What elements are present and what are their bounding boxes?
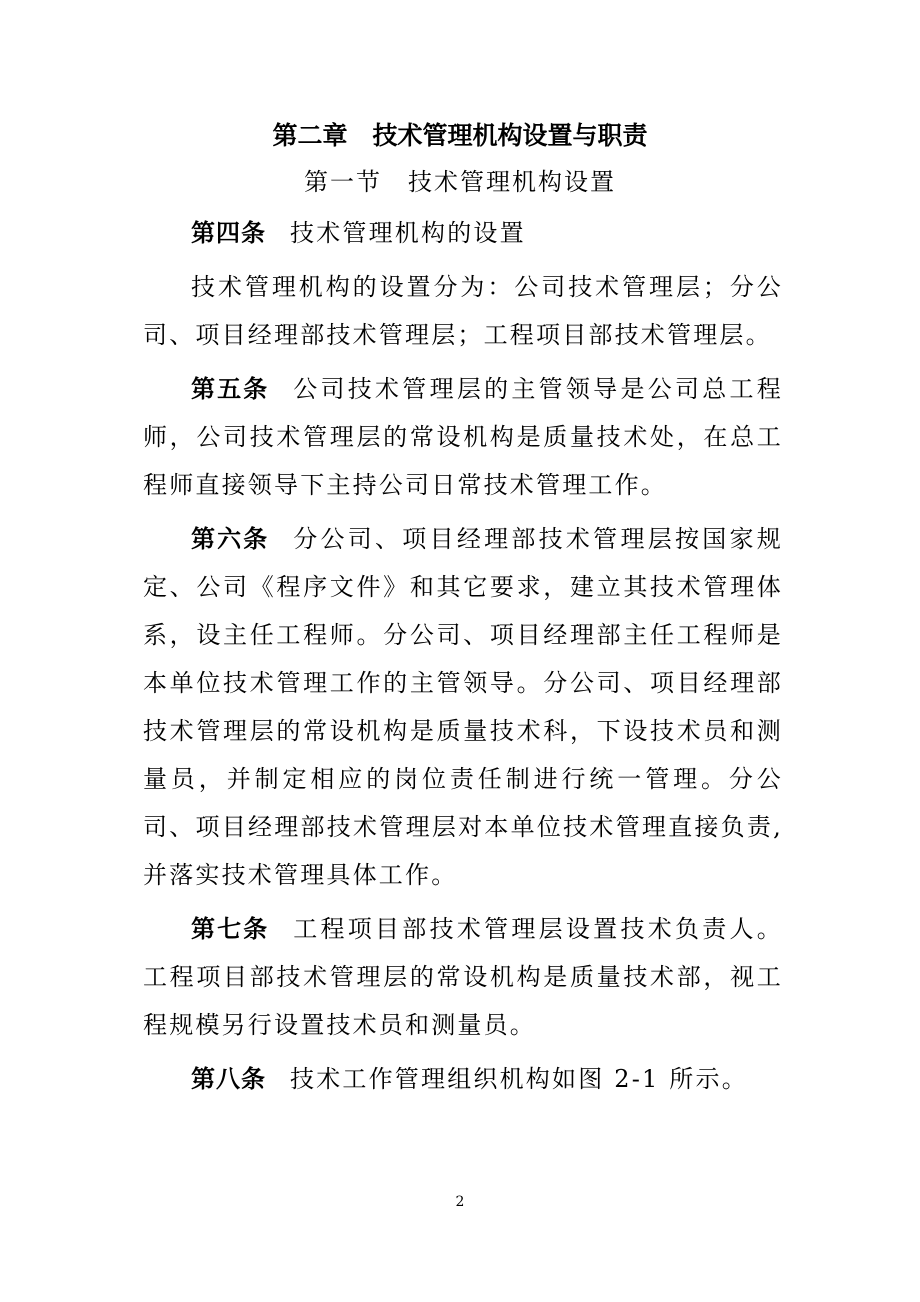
article-text: 公司技术管理层的主管领导是公司总工程师，公司技术管理层的常设机构是质量技术处，在总工程师直接领导下主持公司日常技术管理工作。 xyxy=(143,375,783,499)
article-label: 第七条 xyxy=(191,915,270,943)
article-text: 技术工作管理组织机构如图 2-1 所示。 xyxy=(290,1065,748,1093)
article-4-detail xyxy=(143,263,783,359)
article-4 xyxy=(143,209,783,257)
article-label: 第八条 xyxy=(191,1065,266,1093)
article-text: 分公司、项目经理部技术管理层按国家规定、公司《程序文件》和其它要求，建立其技术管理体系，设主任工程师。分公司、项目经理部主任工程师是本单位技术管理工作的主管领导。分公司、项目经理部技术管理层的常设机构是质量技术科，下设技术员和测量员，并制定相应的岗位责任制进行统一管理。分公司、项目经理部技术管理层对本单位技术管理直接负责,并落实技术管理具体工作。 xyxy=(143,525,783,889)
body-text xyxy=(143,209,783,1109)
page-number: 2 xyxy=(455,1194,465,1210)
article-7 xyxy=(143,905,783,1049)
article-text: 工程项目部技术管理层设置技术负责人。工程项目部技术管理层的常设机构是质量技术部，视工程规模另行设置技术员和测量员。 xyxy=(143,915,783,1039)
article-label: 第四条 xyxy=(191,219,266,247)
article-text: 技术管理机构的设置分为：公司技术管理层；分公司、项目经理部技术管理层；工程项目部技术管理层。 xyxy=(143,273,783,349)
article-6 xyxy=(143,515,783,899)
article-label: 第六条 xyxy=(191,525,270,553)
section-title: 第一节 技术管理机构设置 xyxy=(304,168,616,196)
article-5 xyxy=(143,365,783,509)
article-text: 技术管理机构的设置 xyxy=(290,219,526,247)
chapter-title: 第二章 技术管理机构设置与职责 xyxy=(272,121,648,150)
article-8 xyxy=(143,1055,783,1103)
article-label: 第五条 xyxy=(191,375,270,403)
